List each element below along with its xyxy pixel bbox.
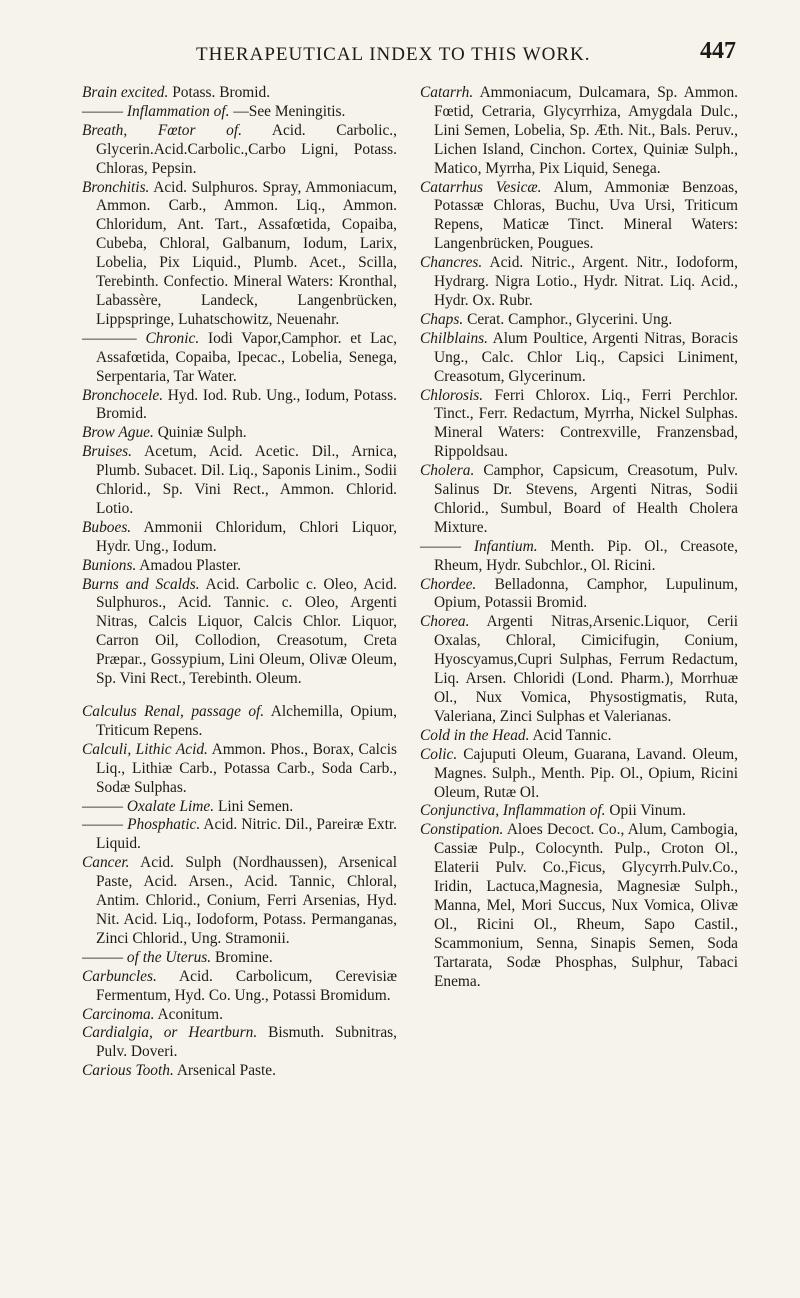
index-entry: [420, 254, 738, 311]
index-entry: [82, 387, 397, 425]
index-remedies: Acetum, Acid. Acetic. Dil., Arnica, Plumb. Subacet. Dil. Liq., Saponis Linim., Sodii Chlorid., Sp. Vini Rect., Ammon. Chlorid. Lotio.: [96, 443, 397, 517]
index-column-right: [420, 84, 738, 992]
index-remedies: Iodi Vapor,Camphor. et Lac, Assafœtida, Copaiba, Ipecac., Lobelia, Senega, Serpentaria, Tar Water.: [96, 329, 397, 385]
index-remedies: Argenti Nitras,Arsenic.Liquor, Cerii Oxalas, Chloral, Cimicifugin, Conium, Hyoscyamus,Cupri Sulphas, Ferrum Redactum, Liq. Arsen. Chloridi (Lond. Pharm.), Morrhuæ Ol., Nux Vomica, Physostigmatis, Ruta, Valeriana, Zinci Sulphas et Valerianas.: [434, 613, 738, 725]
index-term: Carious Tooth.: [82, 1062, 174, 1080]
index-remedies: Ammon. Phos., Borax, Calcis Liq., Lithiæ Carb., Potassa Carb., Soda Carb., Sodæ Sulphas.: [96, 740, 398, 796]
index-entry: [420, 727, 738, 746]
index-remedies: Opii Vinum.: [609, 802, 686, 820]
index-term: Cardialgia, or Heartburn.: [82, 1024, 258, 1042]
index-remedies: Acid. Sulphuros. Spray, Ammoniacum, Ammon. Carb., Ammon. Liq., Ammon. Chloridum, Ant. Tart., Assafœtida, Copaiba, Cubeba, Chloral, Galbanum, Iodum, Larix, Lobelia, Pix Liquid., Plumb. Acet., Scilla, Terebinth. Confectio. Mineral Waters: Kronthal, Labassère, Landeck, Langenbrücken, Lippspringe, Luhatschowitz, Neuenahr.: [96, 178, 398, 328]
index-remedies: Aconitum.: [157, 1005, 223, 1023]
index-entry: [420, 746, 738, 803]
index-remedies: Acid. Sulph (Nordhaussen), Arsenical Paste, Acid. Arsen., Acid. Tannic, Chloral, Antim. Chlorid., Conium, Ferri Arsenias, Hyd. Nit. Acid. Liq., Iodoform, Potass. Permanganas, Zinci Chlorid., Ung. Stramonii.: [96, 854, 397, 947]
index-term: Bruises.: [82, 443, 133, 461]
index-remedies: Acid. Nitric. Dil., Pareiræ Extr. Liquid.: [96, 816, 397, 853]
index-remedies: Arsenical Paste.: [176, 1062, 276, 1080]
index-entry: [420, 802, 738, 821]
index-remedies: Acid. Carbolic c. Oleo, Acid. Sulphuros., Acid. Tannic. c. Oleo, Argenti Nitras, Calcis Liquor, Calcis Chlor. Liquor, Carron Oil, Collodion, Creasotum, Creta Præpar., Gossypium, Lini Oleum, Olivæ Oleum, Sp. Vini Rect., Terebinth. Oleum.: [96, 575, 397, 688]
index-remedies: Aloes Decoct. Co., Alum, Cambogia, Cassiæ Pulp., Colocynth. Pulp., Croton Ol., Elaterii Pulv. Co.,Ficus, Glycyrrh.Pulv.Co., Iridin, Lactuca,Magnesia, Magnesiæ Sulph., Manna, Mel, Mori Succus, Nux Vomica, Olivæ Ol., Ricini Ol., Rheum, Sapo Castil., Scammonium, Senna, Sinapis Semen, Soda Tartarata, Sodæ Phosphas, Sulphur, Tabaci Enema.: [434, 821, 739, 990]
index-entry: [420, 821, 738, 991]
index-remedies: Acid. Carbolicum, Cerevisiæ Fermentum, Hyd. Co. Ung., Potassi Bromidum.: [96, 967, 397, 1004]
index-entry: [420, 311, 738, 330]
index-term: Bunions.: [82, 556, 137, 574]
index-entry: [420, 613, 738, 726]
index-remedies: Lini Semen.: [217, 797, 294, 815]
index-entry: [420, 84, 738, 179]
index-remedies: Hyd. Iod. Rub. Ung., Iodum, Potass. Bromid.: [96, 386, 397, 423]
index-entry: [82, 519, 397, 557]
index-remedies: Alum, Ammoniæ Benzoas, Potassæ Chloras, Buchu, Uva Ursi, Triticum Repens, Maticæ Tinct. Mineral Waters: Langenbrücken, Pougues.: [434, 178, 738, 253]
index-entry: [82, 816, 397, 854]
index-entry: [82, 122, 397, 179]
index-remedies: Potass. Bromid.: [172, 84, 271, 101]
index-entry: [82, 179, 397, 330]
index-entry: [82, 968, 397, 1006]
index-term: Cold in the Head.: [420, 726, 530, 744]
index-term: Constipation.: [420, 821, 504, 839]
index-remedies: Amadou Plaster.: [139, 556, 242, 574]
index-term: Calculus Renal, passage of.: [82, 703, 265, 720]
index-remedies: Bismuth. Subnitras, Pulv. Doveri.: [96, 1024, 397, 1061]
index-term: Calculi, Lithic Acid.: [82, 740, 208, 758]
index-term: ——— Inflammation of.: [82, 102, 230, 120]
index-remedies: Ammoniacum, Dulcamara, Sp. Ammon. Fœtid, Cetraria, Glycyrrhiza, Amygdala Dulc., Lini Semen, Lobelia, Sp. Æth. Nit., Bals. Peruv., Lichen Island, Cinchon. Cortex, Quiniæ Sulph., Matico, Myrrha, Pix Liquid, Senega.: [434, 84, 738, 177]
index-entry: [420, 330, 738, 387]
index-term: Bronchocele.: [82, 386, 164, 404]
index-term: Buboes.: [82, 518, 132, 536]
index-term: Chorea.: [420, 613, 470, 631]
index-entry: [82, 798, 397, 817]
index-entry: [82, 1024, 397, 1062]
index-term: Catarrh.: [420, 84, 474, 101]
index-entry: [82, 103, 397, 122]
index-remedies: Acid Tannic.: [532, 726, 612, 744]
index-remedies: Belladonna, Camphor, Lupulinum, Opium, Potassii Bromid.: [434, 575, 738, 612]
index-remedies: Menth. Pip. Ol., Creasote, Rheum, Hydr. Subchlor., Ol. Ricini.: [434, 537, 738, 574]
index-entry: [420, 462, 738, 538]
index-entry: [82, 1062, 397, 1081]
index-entry: [420, 576, 738, 614]
index-remedies: Acid. Nitric., Argent. Nitr., Iodoform, Hydrarg. Nigra Lotio., Hydr. Nitrat. Liq. Acid., Hydr. Ox. Rubr.: [434, 254, 739, 309]
running-title: THERAPEUTICAL INDEX TO THIS WORK.: [196, 44, 591, 65]
index-remedies: Alchemilla, Opium, Triticum Repens.: [96, 703, 397, 739]
index-term: Chilblains.: [420, 329, 488, 347]
index-term: Bronchitis.: [82, 178, 150, 196]
index-remedies: Cajuputi Oleum, Guarana, Lavand. Oleum, Magnes. Sulph., Menth. Pip. Ol., Opium, Ricini Oleum, Rutæ Ol.: [434, 745, 738, 801]
index-term: Catarrhus Vesicæ.: [420, 178, 542, 196]
index-term: Chordee.: [420, 575, 477, 593]
index-term: Carbuncles.: [82, 967, 157, 985]
index-term: Conjunctiva, Inflammation of.: [420, 802, 606, 820]
index-term: ——— Oxalate Lime.: [82, 797, 215, 815]
index-entry: [82, 443, 397, 519]
running-head: [0, 34, 800, 70]
index-entry: [82, 330, 397, 387]
index-entry: [82, 557, 397, 576]
index-entry: [82, 1006, 397, 1025]
index-term: ——— Phosphatic.: [82, 816, 201, 834]
index-term: Colic.: [420, 745, 458, 763]
index-term: Cholera.: [420, 462, 475, 480]
index-term: Brain excited.: [82, 84, 169, 101]
index-term: ——— Infantium.: [420, 537, 538, 555]
index-remedies: Ammonii Chloridum, Chlori Liquor, Hydr. Ung., Iodum.: [96, 518, 397, 555]
index-term: Cancer.: [82, 854, 130, 872]
index-entry: [420, 179, 738, 255]
index-entry: [82, 703, 397, 741]
index-entry: [420, 387, 738, 463]
index-term: Chancres.: [420, 254, 483, 272]
index-term: Carcinoma.: [82, 1005, 155, 1023]
index-remedies: Bromine.: [214, 948, 273, 966]
index-term: ——— of the Uterus.: [82, 948, 212, 966]
index-entry: [82, 576, 397, 689]
index-entry: [82, 949, 397, 968]
index-entry: [82, 854, 397, 949]
index-remedies: —See Meningitis.: [233, 102, 346, 120]
index-remedies: Alum Poultice, Argenti Nitras, Boracis Ung., Calc. Chlor Liq., Capsici Liniment, Creasotum, Glycerinum.: [434, 329, 738, 385]
index-term: Chlorosis.: [420, 386, 484, 404]
index-column-left: [82, 84, 397, 1081]
index-term: ———— Chronic.: [82, 329, 200, 347]
index-remedies: Ferri Chlorox. Liq., Ferri Perchlor. Tinct., Ferr. Redactum, Myrrha, Nickel Sulphas. Mineral Waters: Contrexville, Franzensbad, Rippoldsau.: [434, 386, 738, 461]
index-entry: [82, 84, 397, 103]
index-entry: [82, 741, 397, 798]
index-term: Breath, Fœtor of.: [82, 121, 242, 139]
page-number: 447: [700, 38, 736, 64]
index-term: Brow Ague.: [82, 424, 154, 442]
index-entry: [82, 424, 397, 443]
index-entry: [420, 538, 738, 576]
index-term: Chaps.: [420, 310, 464, 328]
index-remedies: Quiniæ Sulph.: [157, 424, 247, 442]
index-term: Burns and Scalds.: [82, 575, 200, 593]
index-remedies: Acid. Carbolic., Glycerin.Acid.Carbolic.,Carbo Ligni, Potass. Chloras, Pepsin.: [96, 121, 397, 177]
index-remedies: Camphor, Capsicum, Creasotum, Pulv. Salinus Dr. Stevens, Argenti Nitras, Sodii Chlorid., Sumbul, Board of Health Cholera Mixture.: [434, 462, 738, 536]
index-remedies: Cerat. Camphor., Glycerini. Ung.: [467, 310, 673, 328]
